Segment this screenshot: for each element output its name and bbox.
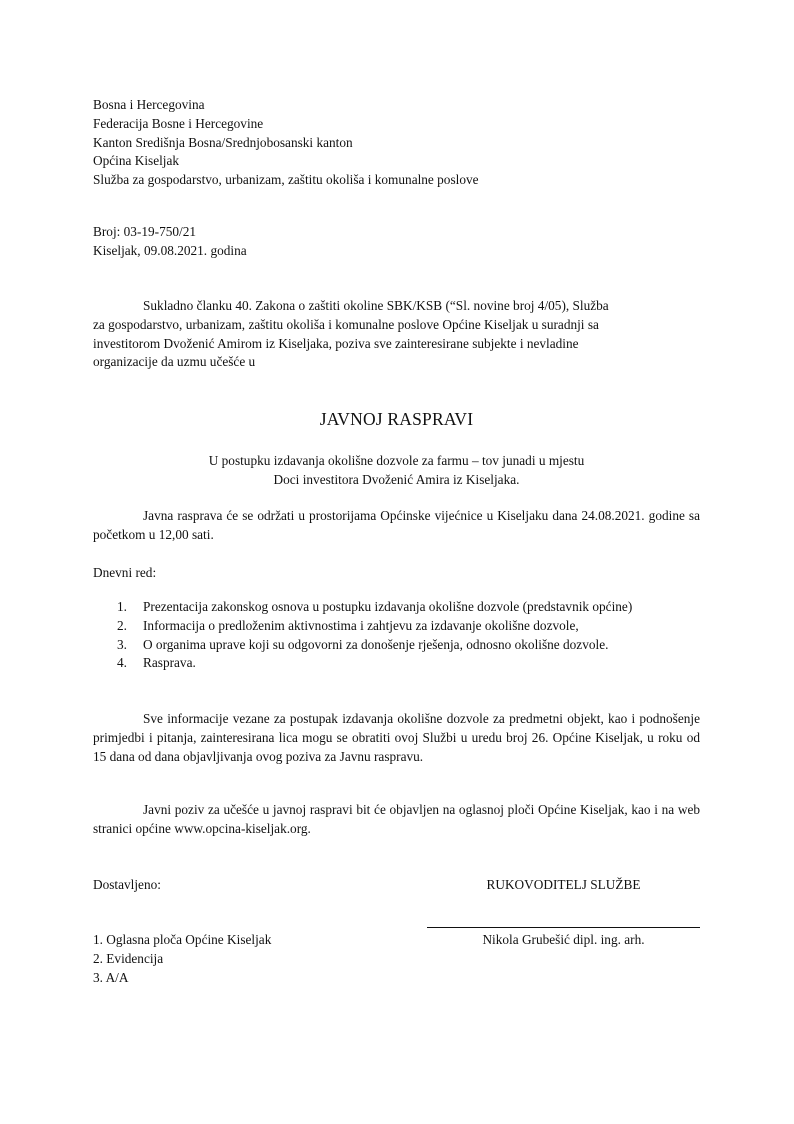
delivery-item: 3. A/A (93, 969, 129, 985)
agenda-item (117, 617, 700, 636)
header-country: Bosna i Hercegovina (93, 97, 205, 112)
agenda-label: Dnevni red: (93, 565, 157, 580)
reference-number: Broj: 03-19-750/21 (93, 224, 197, 239)
intro-line: Sukladno članku 40. Zakona o zaštiti okoline SBK/KSB (“Sl. novine broj 4/05), Služba (143, 298, 609, 313)
information-paragraph: Sve informacije vezane za postupak izdavanja okolišne dozvole za predmetni objekt, kao i podnošenje primjedbi i pitanja, zainteresirana lica mogu se obratiti ovoj Službi u uredu broj 26. Općine Kiseljak, u roku od 15 dana od dana objavljivanja ovog poziva za Javnu raspravu. (93, 711, 700, 764)
agenda-item (117, 598, 700, 617)
delivery-item: 1. Oglasna ploča Općine Kiseljak (93, 932, 272, 947)
agenda-item-number: 2. (117, 617, 127, 633)
agenda-item-number: 4. (117, 655, 127, 671)
agenda-item (117, 636, 700, 655)
signature-name: Nikola Grubešić dipl. ing. arh. (482, 932, 645, 947)
agenda-item (117, 654, 700, 673)
header-department: Služba za gospodarstvo, urbanizam, zaštitu okoliša i komunalne poslove (93, 172, 479, 188)
header-municipality: Općina Kiseljak (93, 153, 180, 169)
document-title: JAVNOJ RASPRAVI (319, 409, 474, 429)
signature-line (427, 927, 700, 928)
delivered-label: Dostavljeno: (93, 877, 161, 892)
header-federation: Federacija Bosne i Hercegovine (93, 115, 264, 131)
reference-place-date: Kiseljak, 09.08.2021. godina (93, 242, 247, 258)
subject-line: U postupku izdavanja okolišne dozvole za farmu – tov junadi u mjestu (208, 453, 585, 468)
intro-line: investitorom Dvoženić Amirom iz Kiseljaka, poziva sve zainteresirane subjekte i nevladine (93, 335, 579, 351)
subject-line: Doci investitora Dvoženić Amira iz Kiseljaka. (273, 471, 520, 487)
agenda-item-text: Informacija o predloženim aktivnostima i zahtjevu za izdavanje okolišne dozvole, (143, 617, 579, 633)
signature-title: RUKOVODITELJ SLUŽBE (486, 877, 641, 892)
subject-block (93, 452, 700, 490)
delivery-list (93, 931, 271, 987)
header-canton: Kanton Središnja Bosna/Srednjobosanski kanton (93, 134, 353, 150)
intro-paragraph (93, 297, 700, 372)
intro-line: organizacije da uzmu učešće u (93, 354, 256, 370)
agenda-item-text: Prezentacija zakonskog osnova u postupku izdavanja okolišne dozvole (predstavnik općine) (143, 599, 633, 614)
agenda-list (117, 598, 700, 673)
agenda-item-text: O organima uprave koji su odgovorni za donošenje rješenja, odnosno okolišne dozvole. (143, 636, 609, 652)
publication-paragraph: Javni poziv za učešće u javnoj raspravi bit će objavljen na oglasnoj ploči Općine Kiseljak, kao i na web stranici općine www.opcina-kiseljak.org. (93, 802, 700, 836)
agenda-item-number: 1. (117, 599, 127, 614)
intro-line: za gospodarstvo, urbanizam, zaštitu okoliša i komunalne poslove Općine Kiseljak u suradnji sa (93, 316, 599, 332)
issuer-header (93, 96, 479, 190)
hearing-date-paragraph: Javna rasprava će se održati u prostorijama Općinske vijećnice u Kiseljaku dana 24.08.2021. godine sa početkom u 12,00 sati. (93, 508, 700, 542)
agenda-item-number: 3. (117, 636, 127, 652)
document-reference (93, 223, 247, 261)
agenda-item-text: Rasprava. (143, 655, 196, 671)
delivery-item: 2. Evidencija (93, 950, 164, 966)
